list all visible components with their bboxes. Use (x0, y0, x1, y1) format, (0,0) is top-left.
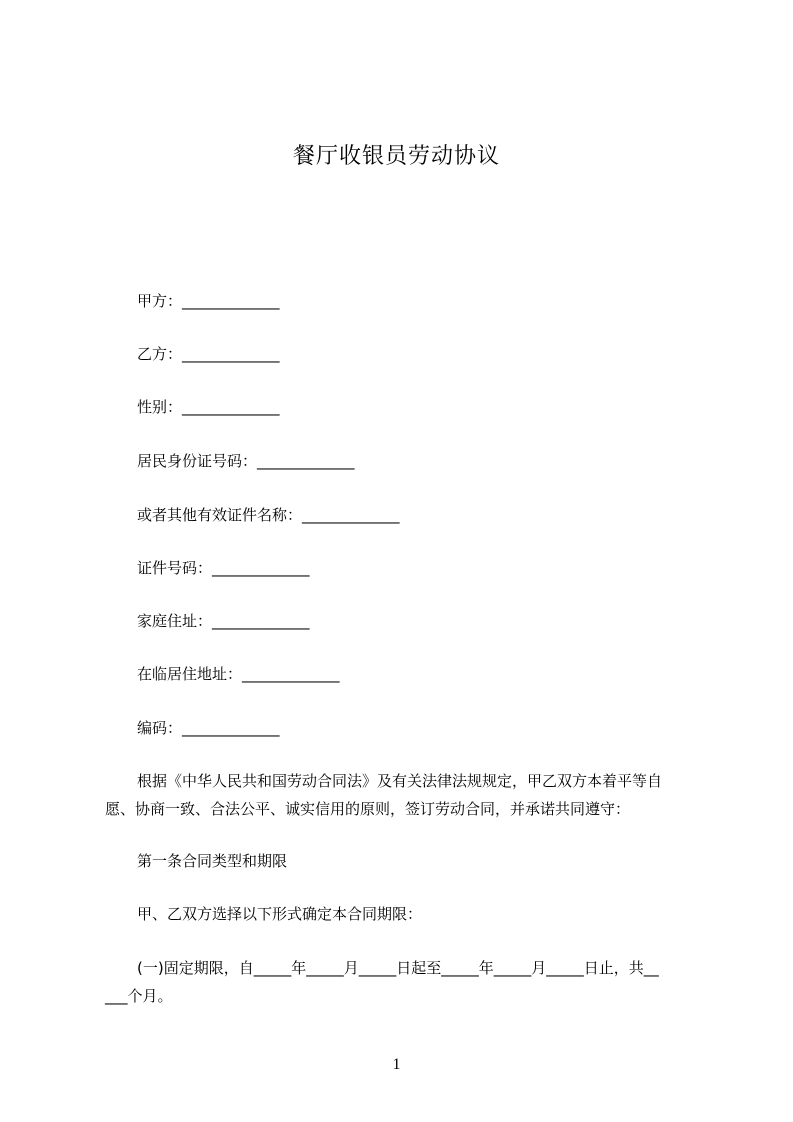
article-1-intro: 甲、乙双方选择以下形式确定本合同期限： (137, 905, 423, 923)
page-number: 1 (392, 1056, 401, 1073)
field-home-address: 家庭住址：_____________ (137, 612, 310, 630)
document-title: 餐厅收银员劳动协议 (292, 144, 500, 169)
field-other-id-name: 或者其他有效证件名称：_____________ (137, 506, 400, 524)
article-1-heading: 第一条合同类型和期限 (137, 852, 288, 870)
preamble-line-1: 根据《中华人民共和国劳动合同法》及有关法律法规规定，甲乙双方本着平等自 (137, 772, 663, 790)
field-id-number: 居民身份证号码：_____________ (137, 452, 355, 470)
article-1-item-1-line-1: (一)固定期限，自_____年_____月_____日起至_____年_____月_____日止，共__ (137, 959, 659, 977)
field-party-a: 甲方：_____________ (137, 292, 280, 310)
field-temporary-address: 在临居住地址：_____________ (137, 665, 340, 683)
field-party-b: 乙方：_____________ (137, 345, 280, 363)
preamble-line-2: 愿、协商一致、合法公平、诚实信用的原则，签订劳动合同，并承诺共同遵守： (105, 800, 631, 818)
field-gender: 性别：_____________ (137, 398, 280, 416)
field-postal-code: 编码：_____________ (137, 719, 280, 737)
field-certificate-number: 证件号码：_____________ (137, 559, 310, 577)
article-1-item-1-line-2: ___个月。 (105, 987, 173, 1005)
